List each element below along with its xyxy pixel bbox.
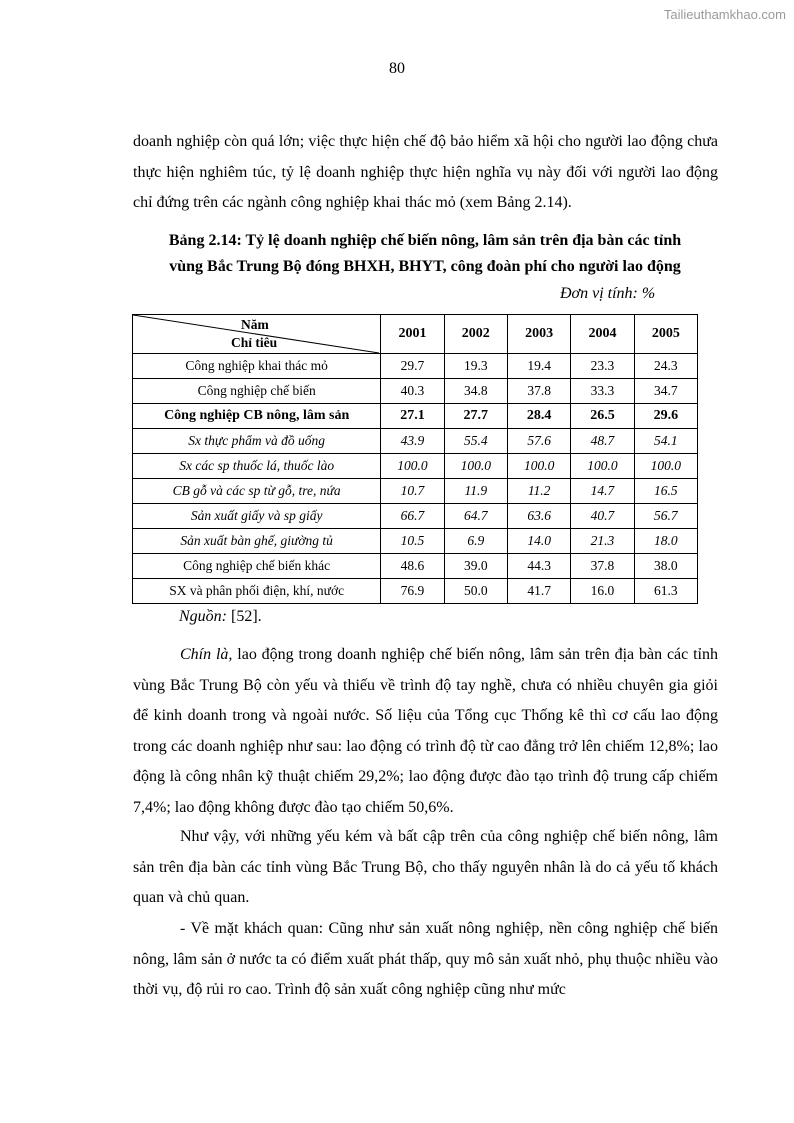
table-cell: 57.6 xyxy=(507,429,570,454)
table-cell: 40.3 xyxy=(381,379,444,404)
table-corner-header xyxy=(133,315,381,354)
table-cell: 63.6 xyxy=(507,504,570,529)
table-row xyxy=(133,379,698,404)
table-cell: 11.2 xyxy=(507,479,570,504)
year-header: 2001 xyxy=(381,315,444,354)
row-label: CB gỗ và các sp từ gỗ, tre, nứa xyxy=(133,479,381,504)
row-label: Công nghiệp chế biến xyxy=(133,379,381,404)
source-label: Nguồn: xyxy=(179,608,227,625)
paragraph-summary: Như vậy, với những yếu kém và bất cập trên của công nghiệp chế biến nông, lâm sản trên địa bàn các tỉnh vùng Bắc Trung Bộ, cho thấy nguyên nhân là do cả yếu tố khách quan và chủ quan. xyxy=(133,828,718,906)
table-cell: 19.4 xyxy=(507,354,570,379)
table-cell: 14.0 xyxy=(507,529,570,554)
table-cell: 61.3 xyxy=(634,579,697,604)
table-cell: 23.3 xyxy=(571,354,634,379)
paragraph-body: lao động trong doanh nghiệp chế biến nông, lâm sản trên địa bàn các tỉnh vùng Bắc Trung Bộ còn yếu và thiếu về trình độ tay nghề, chưa có nhiều chuyên gia giỏi để kinh doanh trong và ngoài nước. Số liệu của Tổng cục Thống kê thì cơ cấu lao động trong các doanh nghiệp như sau: lao động có trình độ từ cao đẳng trở lên chiếm 12,8%; lao động là công nhân kỹ thuật chiếm 29,2%; lao động được đào tạo trình độ trung cấp chiếm 7,4%; lao động không được đào tạo chiếm 50,6%. xyxy=(133,646,718,816)
table-cell: 56.7 xyxy=(634,504,697,529)
year-header: 2002 xyxy=(444,315,507,354)
table-cell: 19.3 xyxy=(444,354,507,379)
table-cell: 6.9 xyxy=(444,529,507,554)
table-row-sub xyxy=(133,479,698,504)
table-cell: 14.7 xyxy=(571,479,634,504)
table-cell: 50.0 xyxy=(444,579,507,604)
corner-year-label: Năm xyxy=(241,317,269,332)
table-cell: 18.0 xyxy=(634,529,697,554)
table-row-sub xyxy=(133,504,698,529)
table-cell: 26.5 xyxy=(571,404,634,429)
table-cell: 43.9 xyxy=(381,429,444,454)
year-header: 2003 xyxy=(507,315,570,354)
table-cell: 34.8 xyxy=(444,379,507,404)
table-cell: 64.7 xyxy=(444,504,507,529)
table-row-sub xyxy=(133,429,698,454)
table-cell: 37.8 xyxy=(507,379,570,404)
table-cell: 39.0 xyxy=(444,554,507,579)
table-cell: 24.3 xyxy=(634,354,697,379)
paragraph-lead: Chín là, xyxy=(180,646,233,663)
table-cell: 29.6 xyxy=(634,404,697,429)
data-table xyxy=(132,314,698,604)
table-cell: 10.5 xyxy=(381,529,444,554)
table-cell: 27.1 xyxy=(381,404,444,429)
table-header-row xyxy=(133,315,698,354)
table-cell: 33.3 xyxy=(571,379,634,404)
table-cell: 44.3 xyxy=(507,554,570,579)
row-label: Sản xuất bàn ghế, giường tủ xyxy=(133,529,381,554)
table-cell: 37.8 xyxy=(571,554,634,579)
table-cell: 41.7 xyxy=(507,579,570,604)
row-label: Sx thực phẩm và đồ uống xyxy=(133,429,381,454)
year-header: 2005 xyxy=(634,315,697,354)
table-row xyxy=(133,554,698,579)
page-number: 80 xyxy=(389,60,405,77)
table-cell: 100.0 xyxy=(381,454,444,479)
table-cell: 29.7 xyxy=(381,354,444,379)
table-cell: 100.0 xyxy=(571,454,634,479)
table-cell: 76.9 xyxy=(381,579,444,604)
row-label: Công nghiệp khai thác mỏ xyxy=(133,354,381,379)
table-cell: 34.7 xyxy=(634,379,697,404)
watermark: Tailieuthamkhao.com xyxy=(663,7,786,22)
table-cell: 11.9 xyxy=(444,479,507,504)
table-row-sub xyxy=(133,454,698,479)
corner-indicator-label: Chỉ tiêu xyxy=(231,335,278,350)
table-cell: 38.0 xyxy=(634,554,697,579)
table-cell: 100.0 xyxy=(444,454,507,479)
table-caption-line1: Bảng 2.14: Tỷ lệ doanh nghiệp chế biến nông, lâm sản trên địa bàn các tỉnh xyxy=(168,232,682,249)
source-ref: [52]. xyxy=(227,608,262,625)
table-caption-line2: vùng Bắc Trung Bộ đóng BHXH, BHYT, công đoàn phí cho người lao động xyxy=(169,258,681,275)
table-cell: 55.4 xyxy=(444,429,507,454)
row-label: Sx các sp thuốc lá, thuốc lào xyxy=(133,454,381,479)
table-cell: 100.0 xyxy=(507,454,570,479)
table-cell: 66.7 xyxy=(381,504,444,529)
table-cell: 27.7 xyxy=(444,404,507,429)
source-note xyxy=(179,608,262,626)
table-cell: 28.4 xyxy=(507,404,570,429)
paragraph-ninth xyxy=(133,640,718,823)
row-label: Sản xuất giấy và sp giấy xyxy=(133,504,381,529)
row-label: Công nghiệp CB nông, lâm sản xyxy=(133,404,381,429)
table-row-sub xyxy=(133,529,698,554)
table-row xyxy=(133,354,698,379)
table-row-highlight xyxy=(133,404,698,429)
unit-label: Đơn vị tính: % xyxy=(560,285,656,302)
paragraph-objective: - Về mặt khách quan: Cũng như sản xuất nông nghiệp, nền công nghiệp chế biến nông, lâm sản ở nước ta có điểm xuất phát thấp, quy mô sản xuất nhỏ, phụ thuộc nhiều vào thời vụ, độ rủi ro cao. Trình độ sản xuất công nghiệp cũng như mức xyxy=(133,920,718,998)
table-cell: 48.6 xyxy=(381,554,444,579)
table-cell: 16.5 xyxy=(634,479,697,504)
table-cell: 48.7 xyxy=(571,429,634,454)
table-cell: 54.1 xyxy=(634,429,697,454)
table-cell: 21.3 xyxy=(571,529,634,554)
row-label: Công nghiệp chế biến khác xyxy=(133,554,381,579)
table-row xyxy=(133,579,698,604)
table-cell: 40.7 xyxy=(571,504,634,529)
table-cell: 16.0 xyxy=(571,579,634,604)
intro-paragraph: doanh nghiệp còn quá lớn; việc thực hiện chế độ bảo hiểm xã hội cho người lao động chưa thực hiện nghiêm túc, tỷ lệ doanh nghiệp thực hiện nghĩa vụ này đối với người lao động chỉ đứng trên các ngành công nghiệp khai thác mỏ (xem Bảng 2.14). xyxy=(133,133,718,211)
table-cell: 100.0 xyxy=(634,454,697,479)
row-label: SX và phân phối điện, khí, nước xyxy=(133,579,381,604)
year-header: 2004 xyxy=(571,315,634,354)
table-cell: 10.7 xyxy=(381,479,444,504)
